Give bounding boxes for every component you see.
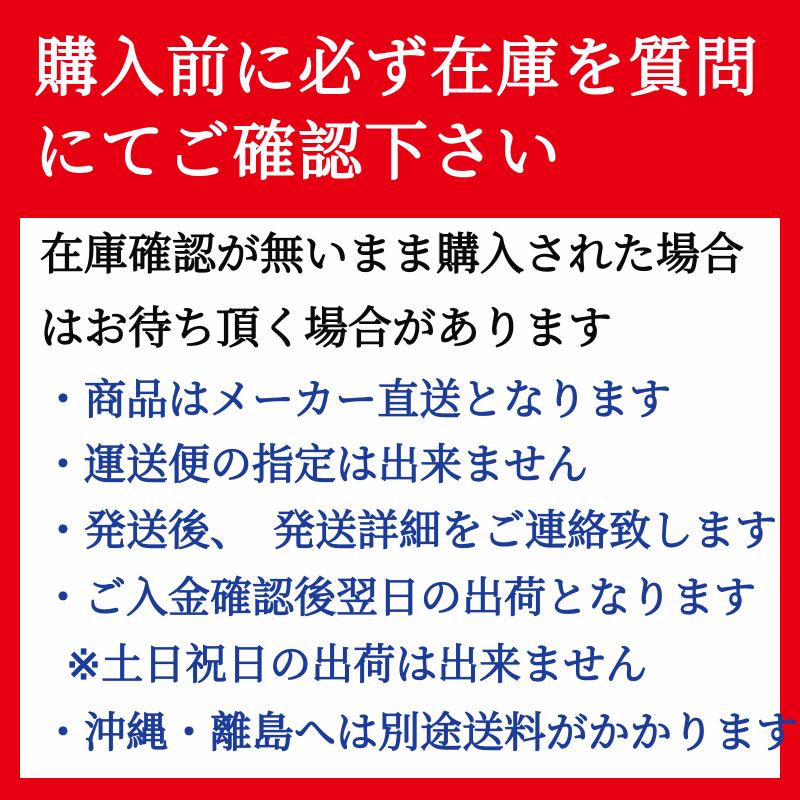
list-item-text: 沖縄・離島へは別途送料がかかります — [84, 709, 799, 756]
panel-heading-line1: 在庫確認が無いまま購入された場合 — [40, 230, 744, 279]
list-item — [42, 439, 588, 491]
list-item-text: 発送後、 発送詳細をご連絡致します — [84, 507, 778, 554]
list-item — [42, 707, 798, 759]
bullet-prefix: ・ — [42, 441, 85, 488]
list-item — [42, 572, 756, 624]
bullet-prefix: ・ — [42, 376, 85, 423]
list-item — [42, 505, 777, 557]
list-item-text: 運送便の指定は出来ません — [84, 441, 589, 488]
bullet-prefix: ・ — [42, 507, 85, 554]
bullet-prefix: ・ — [42, 709, 85, 756]
list-item-text: 商品はメーカー直送となります — [84, 376, 672, 423]
note-prefix: ※ — [66, 641, 102, 688]
bullet-prefix: ・ — [42, 574, 85, 621]
panel-heading-line2: はお待ち頂く場合があります — [40, 304, 612, 353]
list-item-note — [66, 639, 647, 691]
banner-headline-line2: にてご確認下さい — [34, 116, 562, 188]
banner-headline-line1: 購入前に必ず在庫を質問 — [34, 32, 760, 104]
list-item-text: 土日祝日の出荷は出来ません — [101, 641, 648, 688]
notice-panel — [20, 218, 799, 778]
list-item-text: ご入金確認後翌日の出荷となります — [84, 574, 757, 621]
list-item — [42, 374, 671, 426]
